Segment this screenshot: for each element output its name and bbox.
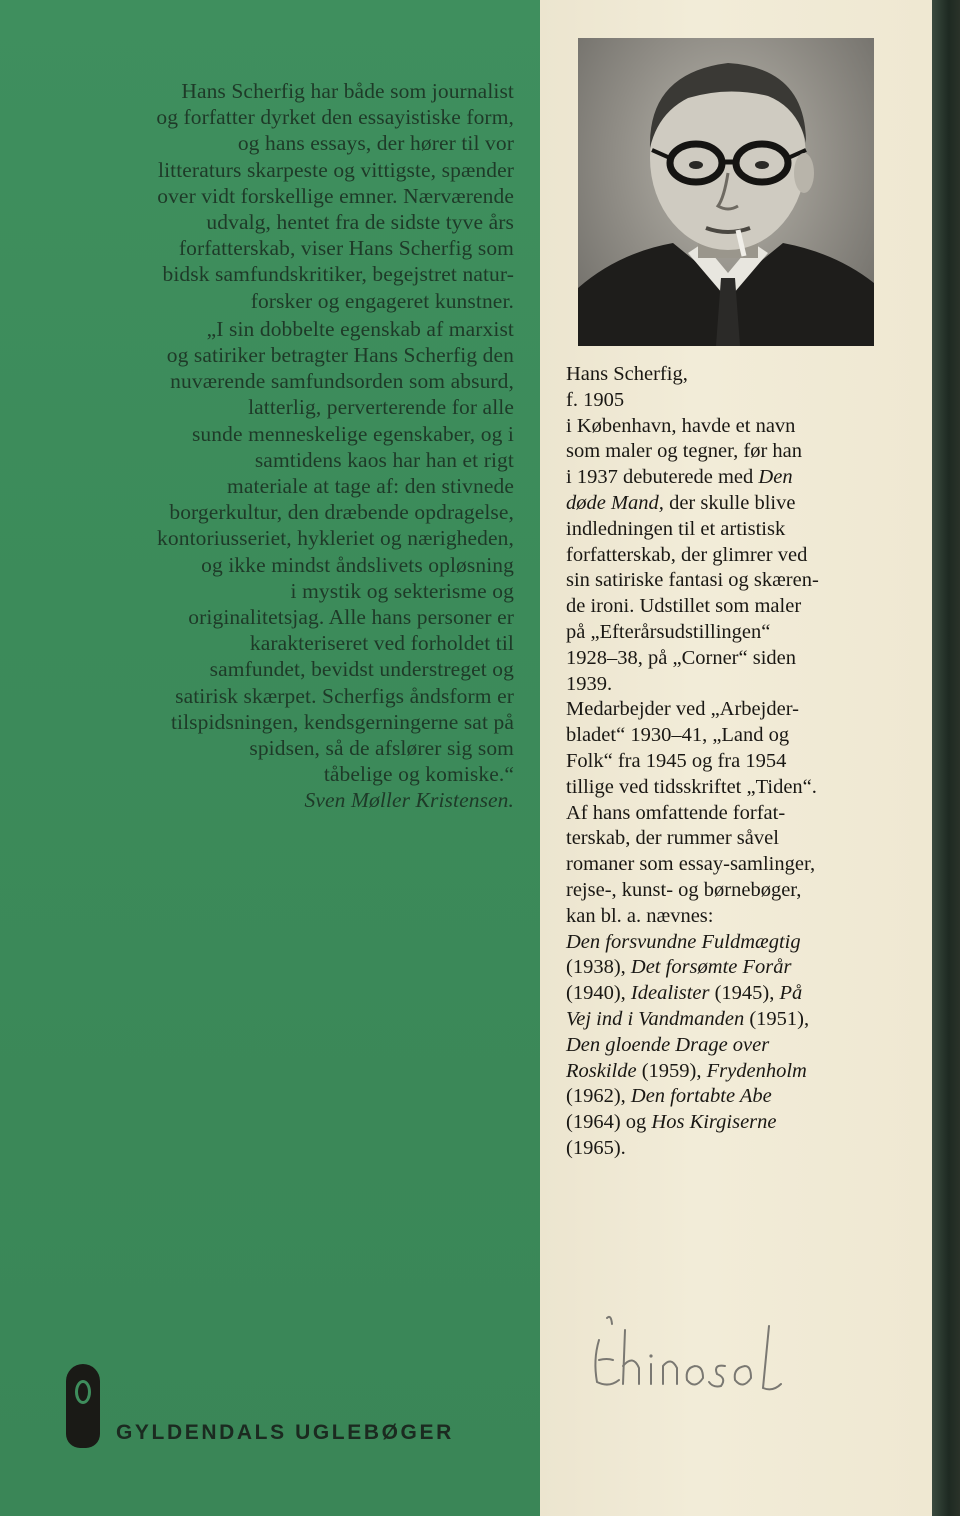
bio-text: (1951), — [744, 1007, 810, 1030]
publisher-name: GYLDENDALS UGLEBØGER — [116, 1421, 454, 1444]
quote-line: sunde menneskelige egenskaber, og i — [191, 421, 514, 446]
quote-line: borgerkultur, den dræbende opdragelse, — [169, 500, 514, 525]
quote-line: tåbelige og komiske.“ — [323, 762, 514, 787]
book-title: Frydenholm — [706, 1059, 807, 1082]
blurb-line: og hans essays, der hører til vor — [237, 131, 514, 156]
blurb-line: forfatterskab, viser Hans Scherfig som — [178, 236, 514, 261]
quote-line: spidsen, så de afslører sig som — [249, 736, 514, 761]
bio-text: (1940), — [566, 982, 631, 1005]
book-title: Den fortabte Abe — [630, 1085, 772, 1108]
quote-line: og ikke mindst åndslivets opløsning — [201, 552, 514, 577]
bio-name: Hans Scherfig, — [566, 363, 688, 385]
bio-line: sin satiriske fantasi og skæren- — [566, 569, 819, 592]
bio-line: kan bl. a. nævnes: — [566, 904, 714, 927]
quote-line: i mystik og sekterisme og — [290, 578, 514, 603]
bio-line — [566, 1084, 926, 1110]
quote-line: nuværende samfundsorden som absurd, — [170, 369, 514, 394]
portrait-drawing — [578, 38, 874, 346]
bio-line: 1928–38, på „Corner“ siden — [566, 646, 796, 669]
bio-line: indledningen til et artistisk — [566, 517, 786, 540]
bio-text: i 1937 debuterede med — [566, 466, 759, 489]
quote-line: samtidens kaos har han et rigt — [254, 447, 514, 472]
quote-signature: Sven Møller Kristensen. — [304, 788, 514, 813]
quote-line: samfundet, bevidst understreget og — [209, 657, 514, 682]
bio-line: de ironi. Udstillet som maler — [566, 595, 802, 618]
blurb-line: og forfatter dyrket den essayistiske form, — [156, 105, 514, 130]
bio-text: (1945), — [709, 982, 780, 1005]
bio-line: tillige ved tidsskriftet „Tiden“. — [566, 775, 817, 798]
blurb-line: forsker og engageret kunstner. — [250, 288, 514, 313]
bio-text: (1964) og — [566, 1111, 652, 1134]
bio-line — [566, 465, 926, 491]
author-portrait — [578, 38, 874, 346]
quote-line: latterlig, perverterende for alle — [248, 395, 514, 420]
blurb-line: over vidt forskellige emner. Nærværende — [157, 183, 514, 208]
book-title: Den forsvundne Fuldmægtig — [566, 930, 801, 953]
owl-logo-icon — [66, 1364, 100, 1448]
handwritten-note — [585, 1310, 815, 1400]
blurb-line: litteraturs skarpeste og vittigste, spænder — [158, 157, 514, 182]
bio-text: (1938), — [566, 956, 631, 979]
bio-line — [566, 930, 926, 956]
quote-line: satirisk skærpet. Scherfigs åndsform er — [175, 683, 514, 708]
bio-line: forfatterskab, der glimrer ved — [566, 543, 808, 566]
bio-line: i København, havde et navn — [566, 414, 796, 437]
blurb-line: bidsk samfundskritiker, begejstret natur- — [162, 262, 514, 287]
bio-text: (1962), — [566, 1085, 631, 1108]
bio-line: på „Efterårsudstillingen“ — [566, 620, 771, 643]
bio-text: der skulle blive — [663, 491, 796, 514]
quote-line: og satiriker betragter Hans Scherfig den — [166, 343, 514, 368]
book-title: Det forsømte Forår — [630, 956, 792, 979]
bio-line: terskab, der rummer såvel — [566, 827, 779, 850]
bio-line: romaner som essay-samlinger, — [566, 853, 816, 876]
book-title: Roskilde — [566, 1059, 637, 1082]
quote-line: materiale at tage af: den stivnede — [227, 474, 514, 499]
book-title: Den gloende Drage over — [566, 1033, 770, 1056]
bio-line: Af hans omfattende forfat- — [566, 801, 786, 824]
handwriting-drawing — [585, 1310, 815, 1400]
book-title: døde Mand, — [566, 491, 664, 514]
spine-edge — [932, 0, 960, 1516]
bio-line: Medarbejder ved „Arbejder- — [566, 698, 799, 721]
bio-line — [566, 491, 926, 517]
author-bio — [566, 362, 926, 1162]
blurb-line: udvalg, hentet fra de sidste tyve års — [206, 210, 514, 235]
quote-line: tilspidsningen, kendsgerningerne sat på — [170, 709, 514, 734]
quote-line: kontoriusseriet, hykleriet og nærigheden, — [157, 526, 514, 551]
book-title: Idealister — [630, 982, 710, 1005]
bio-line: som maler og tegner, før han — [566, 440, 802, 463]
book-title: Vej ind i Vandmanden — [566, 1007, 745, 1030]
blurb-line: Hans Scherfig har både som journalist — [181, 79, 514, 103]
book-title: Hos Kirgiserne — [651, 1111, 777, 1134]
bio-line — [566, 1059, 926, 1085]
book-title: Den — [758, 466, 793, 489]
quote-line: „I sin dobbelte egenskab af marxist — [206, 316, 514, 341]
quote-line: originalitetsjag. Alle hans personer er — [188, 605, 514, 630]
owl-eye-icon — [75, 1380, 91, 1404]
bio-line — [566, 1007, 926, 1033]
book-title: På — [779, 982, 803, 1005]
quote-line: karakteriseret ved forholdet til — [249, 631, 514, 656]
bio-line: bladet“ 1930–41, „Land og — [566, 724, 790, 747]
bio-line — [566, 1033, 926, 1059]
bio-line — [566, 1110, 926, 1136]
bio-line — [566, 981, 926, 1007]
bio-line — [566, 955, 926, 981]
bio-line: 1939. — [566, 672, 613, 695]
bio-text: (1959), — [636, 1059, 707, 1082]
essay-blurb — [22, 78, 514, 814]
bio-line: rejse-, kunst- og børnebøger, — [566, 878, 802, 901]
bio-line: Folk“ fra 1945 og fra 1954 — [566, 749, 787, 772]
bio-birth: f. 1905 — [566, 388, 625, 411]
bio-line: (1965). — [566, 1136, 626, 1159]
